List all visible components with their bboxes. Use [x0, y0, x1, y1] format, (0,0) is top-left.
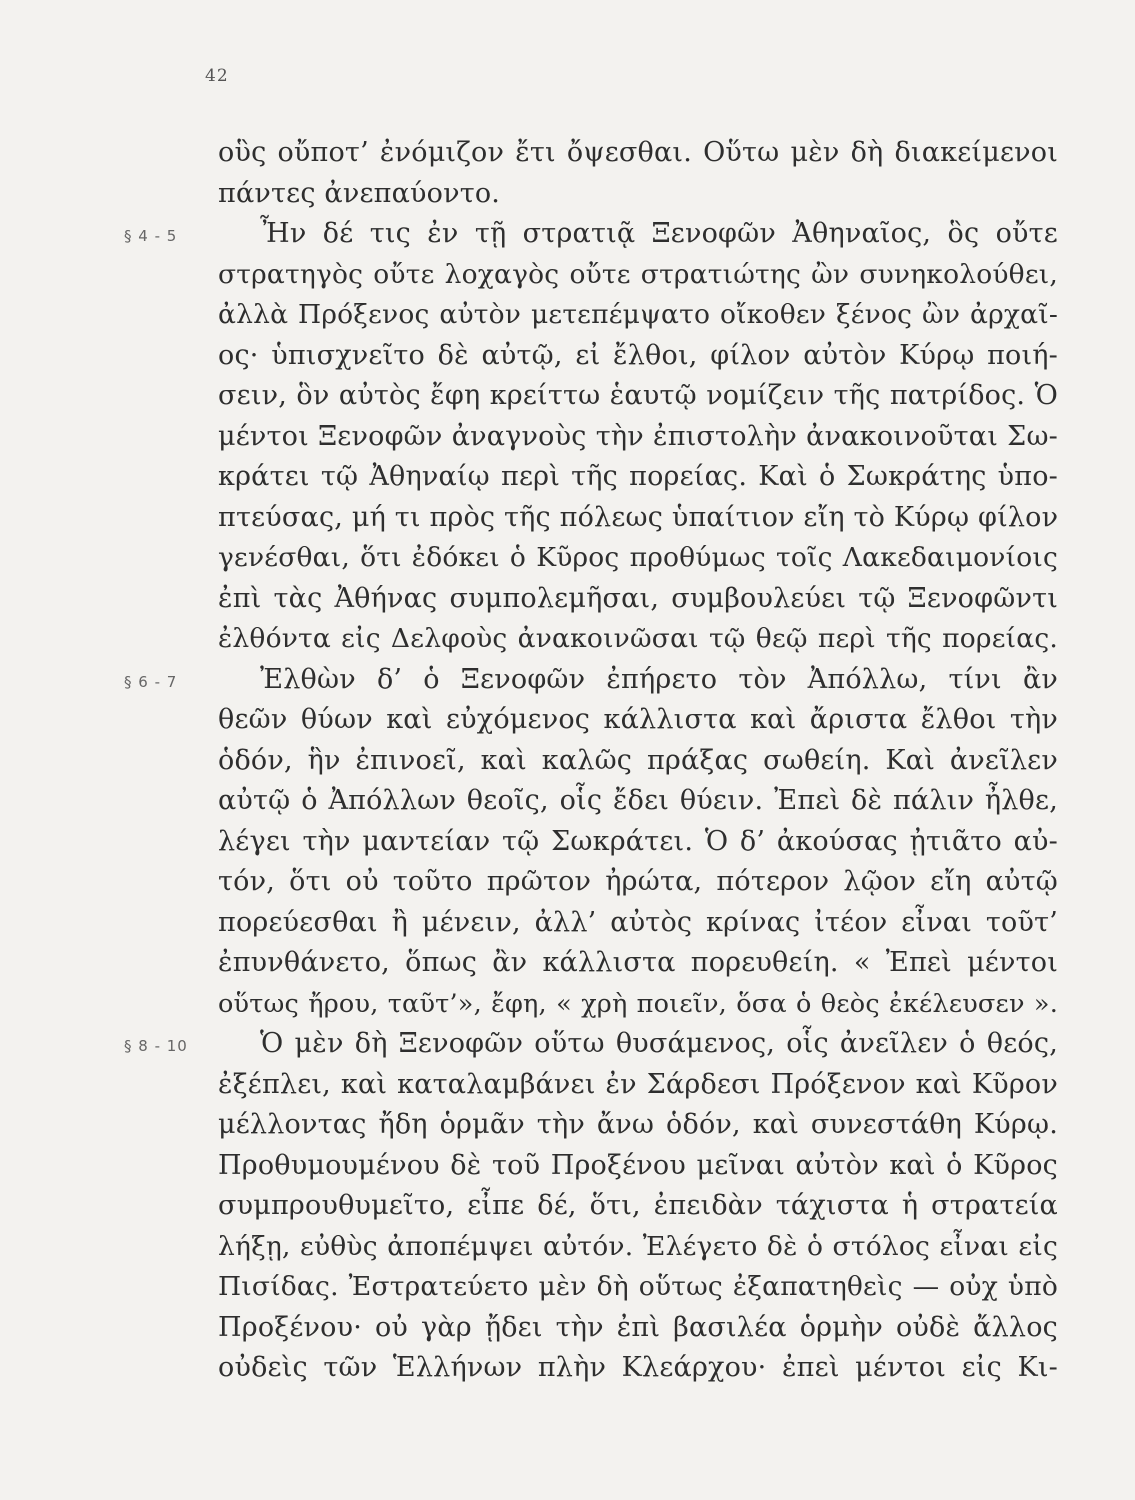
page-number: 42	[205, 66, 229, 86]
text-line	[218, 619, 1058, 660]
text-line	[218, 1146, 1058, 1187]
text-line	[218, 538, 1058, 579]
line-text: ἐπὶ τὰς Ἀθήνας συμπολεμῆσαι, συμβουλεύει τῷ Ξενοφῶντι	[218, 582, 1058, 614]
text-line	[124, 660, 1058, 701]
line-text: λήξῃ, εὐθὺς ἀποπέμψει αὐτόν. Ἐλέγετο δὲ ὁ στόλος εἶναι εἰς	[218, 1230, 1058, 1262]
line-text: αὐτῷ ὁ Ἀπόλλων θεοῖς, οἷς ἔδει θύειν. Ἐπεὶ δὲ πάλιν ἦλθε,	[218, 785, 1058, 816]
text-line	[218, 295, 1058, 336]
line-text: μέντοι Ξενοφῶν ἀναγνοὺς τὴν ἐπιστολὴν ἀνακοινοῦται Σω-	[218, 420, 1058, 452]
line-text: Ἐλθὼν δ’ ὁ Ξενοφῶν ἐπήρετο τὸν Ἀπόλλω, τίνι ἂν	[260, 663, 1058, 695]
section-marker: § 8 - 10	[124, 1037, 188, 1055]
line-text: ἐπυνθάνετο, ὅπως ἂν κάλλιστα πορευθείη. « Ἐπεὶ μέντοι	[218, 947, 1058, 978]
text-line	[218, 498, 1058, 539]
line-text: πορεύεσθαι ἢ μένειν, ἀλλ’ αὐτὸς κρίνας ἰτέον εἶναι τοῦτ’	[218, 906, 1058, 938]
line-text: πτεύσας, μή τι πρὸς τῆς πόλεως ὑπαίτιον εἴη τὸ Κύρῳ φίλον	[218, 501, 1059, 533]
line-text: Προθυμουμένου δὲ τοῦ Προξένου μεῖναι αὐτὸν καὶ ὁ Κῦρος	[218, 1149, 1058, 1181]
text-line	[218, 1186, 1058, 1227]
text-line	[218, 1267, 1058, 1308]
text-block	[124, 133, 1059, 1389]
text-line	[218, 943, 1058, 984]
text-line	[218, 1348, 1058, 1389]
text-line	[218, 133, 1058, 174]
line-text: συμπρουθυμεῖτο, εἶπε δέ, ὅτι, ἐπειδὰν τάχιστα ἡ στρατεία	[218, 1190, 1058, 1221]
section-marker: § 6 - 7	[124, 672, 178, 691]
line-text: ος· ὑπισχνεῖτο δὲ αὐτῷ, εἰ ἔλθοι, φίλον αὐτὸν Κύρῳ ποιή-	[218, 339, 1058, 371]
text-line	[218, 417, 1058, 458]
text-line	[218, 1308, 1058, 1349]
line-text: Προξένου· οὐ γὰρ ᾔδει τὴν ἐπὶ βασιλέα ὁρμὴν οὐδὲ ἄλλος	[218, 1311, 1058, 1343]
line-text: μέλλοντας ἤδη ὁρμᾶν τὴν ἄνω ὁδόν, καὶ συνεστάθη Κύρῳ.	[218, 1109, 1058, 1140]
text-line	[124, 1024, 1058, 1065]
text-line	[218, 336, 1058, 377]
line-text: πάντες ἀνεπαύοντο.	[218, 177, 501, 209]
line-text: οὐδεὶς τῶν Ἑλλήνων πλὴν Κλεάρχου· ἐπεὶ μέντοι εἰς Κι-	[218, 1352, 1058, 1383]
line-text: θεῶν θύων καὶ εὐχόμενος κάλλιστα καὶ ἄριστα ἔλθοι τὴν	[218, 704, 1058, 735]
text-line	[218, 579, 1058, 620]
line-text: σειν, ὃν αὐτὸς ἔφη κρείττω ἑαυτῷ νομίζειν τῆς πατρίδος. Ὁ	[218, 380, 1058, 411]
text-line	[218, 255, 1058, 296]
text-line	[218, 1227, 1058, 1268]
text-line	[218, 1105, 1058, 1146]
line-text: Ὁ μὲν δὴ Ξενοφῶν οὕτω θυσάμενος, οἷς ἀνεῖλεν ὁ θεός,	[260, 1028, 1058, 1059]
line-text: γενέσθαι, ὅτι ἐδόκει ὁ Κῦρος προθύμως τοῖς Λακεδαιμονίοις	[218, 542, 1058, 573]
text-line	[218, 903, 1058, 944]
line-text: ἀλλὰ Πρόξενος αὐτὸν μετεπέμψατο οἴκοθεν ξένος ὢν ἀρχαῖ-	[218, 299, 1058, 330]
text-line	[218, 376, 1058, 417]
line-text: τόν, ὅτι οὐ τοῦτο πρῶτον ἠρώτα, πότερον λῷον εἴη αὐτῷ	[218, 866, 1058, 897]
line-text: οὓς οὔποτ’ ἐνόμιζον ἔτι ὄψεσθαι. Οὕτω μὲν δὴ διακείμενοι	[218, 137, 1058, 168]
line-text: ἐλθόντα εἰς Δελφοὺς ἀνακοινῶσαι τῷ θεῷ περὶ τῆς πορείας.	[218, 623, 1058, 654]
line-text: Ἦν δέ τις ἐν τῇ στρατιᾷ Ξενοφῶν Ἀθηναῖος, ὃς οὔτε	[260, 218, 1058, 249]
text-line	[218, 822, 1058, 863]
line-text: οὕτως ἤρου, ταῦτ’», ἔφη, « χρὴ ποιεῖν, ὅσα ὁ θεὸς ἐκέλευσεν ».	[218, 988, 1058, 1019]
section-marker: § 4 - 5	[124, 227, 178, 245]
text-line	[218, 1065, 1058, 1106]
text-line	[218, 862, 1058, 903]
text-line	[218, 174, 1058, 215]
text-line	[124, 214, 1058, 255]
text-line	[218, 741, 1058, 782]
line-text: Πισίδας. Ἐστρατεύετο μὲν δὴ οὕτως ἐξαπατηθεὶς — οὐχ ὑπὸ	[218, 1271, 1058, 1302]
text-line	[218, 984, 1058, 1025]
text-line	[218, 457, 1058, 498]
line-text: λέγει τὴν μαντείαν τῷ Σωκράτει. Ὁ δ’ ἀκούσας ᾐτιᾶτο αὐ-	[218, 825, 1058, 857]
line-text: ἐξέπλει, καὶ καταλαμβάνει ἐν Σάρδεσι Πρόξενον καὶ Κῦρον	[218, 1068, 1058, 1100]
text-line	[218, 781, 1058, 822]
line-text: ὁδόν, ἣν ἐπινοεῖ, καὶ καλῶς πράξας σωθείη. Καὶ ἀνεῖλεν	[218, 744, 1058, 776]
text-line	[218, 700, 1058, 741]
line-text: κράτει τῷ Ἀθηναίῳ περὶ τῆς πορείας. Καὶ ὁ Σωκράτης ὑπο-	[218, 461, 1058, 492]
line-text: στρατηγὸς οὔτε λοχαγὸς οὔτε στρατιώτης ὢν συνηκολούθει,	[218, 258, 1058, 290]
